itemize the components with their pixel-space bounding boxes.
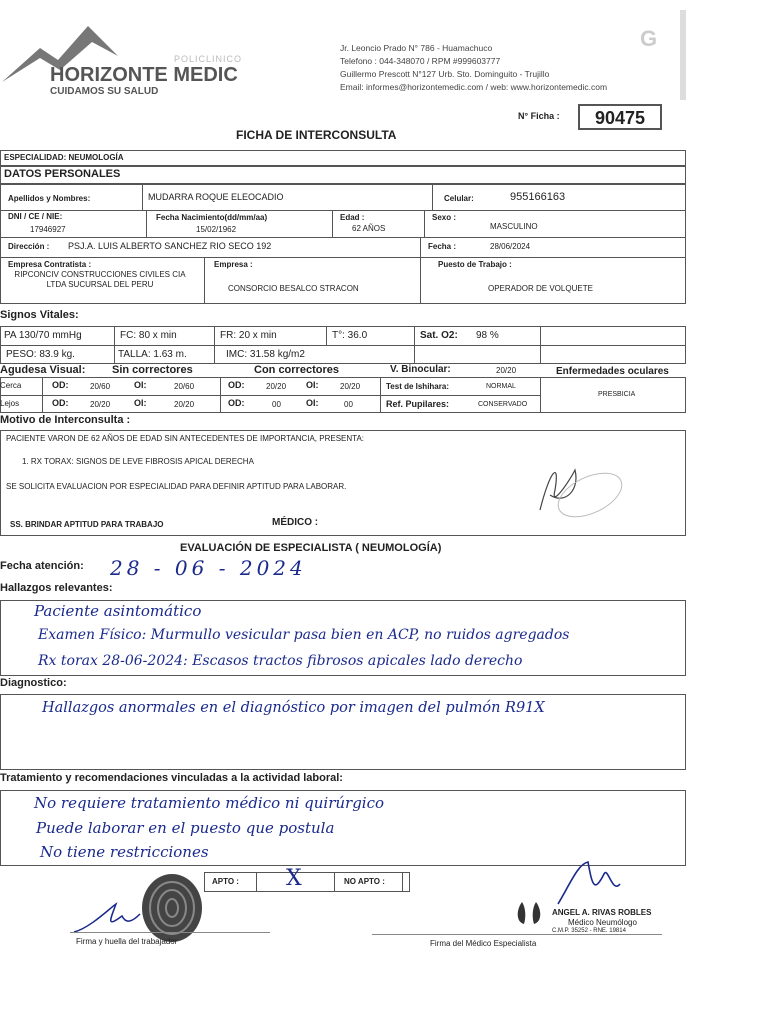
apellidos-value: MUDARRA ROQUE ELEOCADIO (148, 192, 284, 202)
address-line: Telefono : 044-348070 / RPM #999603777 (340, 56, 501, 66)
margin-bar (680, 10, 686, 100)
brand-name: HORIZONTE MEDIC (50, 64, 238, 86)
sexo-label: Sexo : (432, 213, 457, 222)
motivo-line: SE SOLICITA EVALUACION POR ESPECIALIDAD PARA DEFINIR APTITUD PARA LABORAR. (6, 482, 347, 491)
puesto-label: Puesto de Trabajo : (438, 260, 512, 269)
hallazgo-line: Paciente asintomático (34, 602, 202, 620)
enfermedades-value: PRESBICIA (598, 391, 636, 398)
address-line: Jr. Leoncio Prado N° 786 - Huamachuco (340, 43, 493, 53)
fecha-atencion-value: 28 - 06 - 2024 (110, 556, 307, 580)
signos-section: Signos Vitales: (0, 309, 79, 321)
direccion-value: PSJ.A. LUIS ALBERTO SANCHEZ RIO SECO 192 (68, 241, 272, 251)
oi-label: OI: (134, 398, 147, 408)
sin-lejos-oi: 20/20 (174, 400, 195, 409)
dni-label: DNI / CE / NIE: (8, 212, 63, 221)
empresa-value: CONSORCIO BESALCO STRACON (228, 284, 359, 293)
enfermedades-label: Enfermedades oculares (556, 366, 669, 377)
sat-value: 98 % (476, 330, 499, 341)
stamp-title: Médico Neumólogo (568, 918, 637, 927)
especialidad: ESPECIALIDAD: NEUMOLOGÍA (4, 153, 124, 162)
puesto-value: OPERADOR DE VOLQUETE (488, 284, 593, 293)
motivo-line: PACIENTE VARON DE 62 AÑOS DE EDAD SIN ANTECEDENTES DE IMPORTANCIA, PRESENTA: (6, 434, 364, 443)
address-block (340, 42, 607, 94)
tratamiento-line: Puede laborar en el puesto que postula (36, 819, 335, 837)
oi-label: OI: (306, 398, 319, 408)
celular-value: 955166163 (510, 191, 566, 203)
fc: FC: 80 x min (120, 330, 177, 341)
sin-cerca-oi: 20/60 (174, 382, 195, 391)
form-title: FICHA DE INTERCONSULTA (236, 128, 397, 142)
binocular-label: V. Binocular: (390, 364, 451, 375)
con-lejos-oi: 00 (344, 400, 353, 409)
evaluacion-title: EVALUACIÓN DE ESPECIALISTA ( NEUMOLOGÍA) (180, 542, 442, 554)
apto-mark: X (286, 866, 302, 891)
sin-correctores: Sin correctores (112, 364, 193, 376)
binocular-value: 20/20 (496, 366, 517, 375)
temp: T°: 36.0 (332, 330, 368, 341)
pa: PA 130/70 mmHg (4, 330, 82, 341)
hallazgo-line: Rx torax 28-06-2024: Escasos tractos fibrosos apicales lado derecho (38, 653, 523, 669)
ishihara-value: NORMAL (486, 383, 516, 390)
diagnostico-label: Diagnostico: (0, 677, 67, 689)
lejos-label: Lejos (0, 399, 20, 408)
fr: FR: 20 x min (220, 330, 277, 341)
apellidos-label: Apellidos y Nombres: (8, 194, 91, 203)
fecha-nac-label: Fecha Nacimiento(dd/mm/aa) (156, 213, 268, 222)
hallazgo-line: Examen Físico: Murmullo vesicular pasa bien en ACP, no ruidos agregados (38, 627, 570, 643)
imc: IMC: 31.58 kg/m2 (226, 349, 305, 360)
stamp-cmp: C.M.P. 35252 - RNE. 19814 (552, 928, 626, 934)
motivo-line: 1. RX TORAX: SIGNOS DE LEVE FIBROSIS APICAL DERECHA (22, 457, 254, 466)
sexo-value: MASCULINO (490, 222, 538, 231)
corner-mark: G (640, 26, 658, 51)
cerca-label: Cerca (0, 381, 22, 390)
con-cerca-oi: 20/20 (340, 382, 361, 391)
dni-value: 17946927 (30, 225, 66, 234)
no-apto-label: NO APTO : (344, 877, 385, 886)
brand-tagline: CUIDAMOS SU SALUD (50, 86, 159, 97)
od-label: OD: (228, 380, 245, 390)
empresa-label: Empresa : (214, 260, 253, 269)
od-label: OD: (52, 380, 69, 390)
firma-trabajador-label: Firma y huella del trabajador (76, 937, 178, 946)
medico-label: MÉDICO : (272, 517, 319, 528)
address-line: Email: informes@horizontemedic.com / web: www.horizontemedic.com (340, 82, 608, 92)
tratamiento-label: Tratamiento y recomendaciones vinculadas a la actividad laboral: (0, 772, 343, 784)
address-line: Guillermo Prescott N°127 Urb. Sto. Dominguito - Trujillo (340, 69, 550, 79)
contratista-label: Empresa Contratista : (8, 260, 92, 269)
stamp-name: ANGEL A. RIVAS ROBLES (552, 908, 652, 917)
sat-label: Sat. O2: (420, 330, 458, 341)
firma-medico-label: Firma del Médico Especialista (430, 939, 537, 948)
sin-cerca-od: 20/60 (90, 382, 111, 391)
referring-signature-icon (510, 450, 630, 530)
direccion-label: Dirección : (8, 242, 50, 251)
fecha-nac-value: 15/02/1962 (196, 225, 237, 234)
edad-value: 62 AÑOS (352, 224, 386, 233)
oi-label: OI: (134, 380, 147, 390)
od-label: OD: (52, 398, 69, 408)
fecha-label: Fecha : (428, 242, 457, 251)
celular-label: Celular: (444, 194, 474, 203)
fecha-value: 28/06/2024 (490, 242, 531, 251)
diagnostico-text: Hallazgos anormales en el diagnóstico por imagen del pulmón R91X (42, 700, 545, 716)
sin-lejos-od: 20/20 (90, 400, 111, 409)
agudeza-section: Agudesa Visual: (0, 364, 86, 376)
motivo-line: SS. BRINDAR APTITUD PARA TRABAJO (10, 520, 164, 529)
contratista-value: RIPCONCIV CONSTRUCCIONES CIVILES CIA LTDA SUCURSAL DEL PERU (14, 270, 186, 289)
doctor-signature-icon (548, 854, 648, 914)
edad-label: Edad : (340, 213, 365, 222)
pupilares-label: Ref. Pupilares: (386, 399, 450, 409)
con-lejos-od: 00 (272, 400, 281, 409)
talla: TALLA: 1.63 m. (118, 349, 187, 360)
con-cerca-od: 20/20 (266, 382, 287, 391)
peso: PESO: 83.9 kg. (6, 349, 75, 360)
oi-label: OI: (306, 380, 319, 390)
fecha-atencion-label: Fecha atención: (0, 560, 84, 572)
tratamiento-line: No requiere tratamiento médico ni quirúrgico (34, 794, 385, 812)
lungs-stamp-icon (514, 898, 544, 928)
brand-top: POLICLINICO (174, 54, 243, 64)
pupilares-value: CONSERVADO (478, 401, 528, 408)
con-correctores: Con correctores (254, 364, 339, 376)
ishihara-label: Test de Ishihara: (386, 382, 449, 391)
ficha-number: 90475 (578, 104, 662, 130)
apto-label: APTO : (212, 877, 239, 886)
tratamiento-line: No tiene restricciones (40, 843, 209, 861)
hallazgos-label: Hallazgos relevantes: (0, 582, 113, 594)
motivo-section: Motivo de Interconsulta : (0, 414, 131, 426)
od-label: OD: (228, 398, 245, 408)
ficha-label: N° Ficha : (518, 111, 560, 121)
datos-section: DATOS PERSONALES (4, 168, 121, 180)
